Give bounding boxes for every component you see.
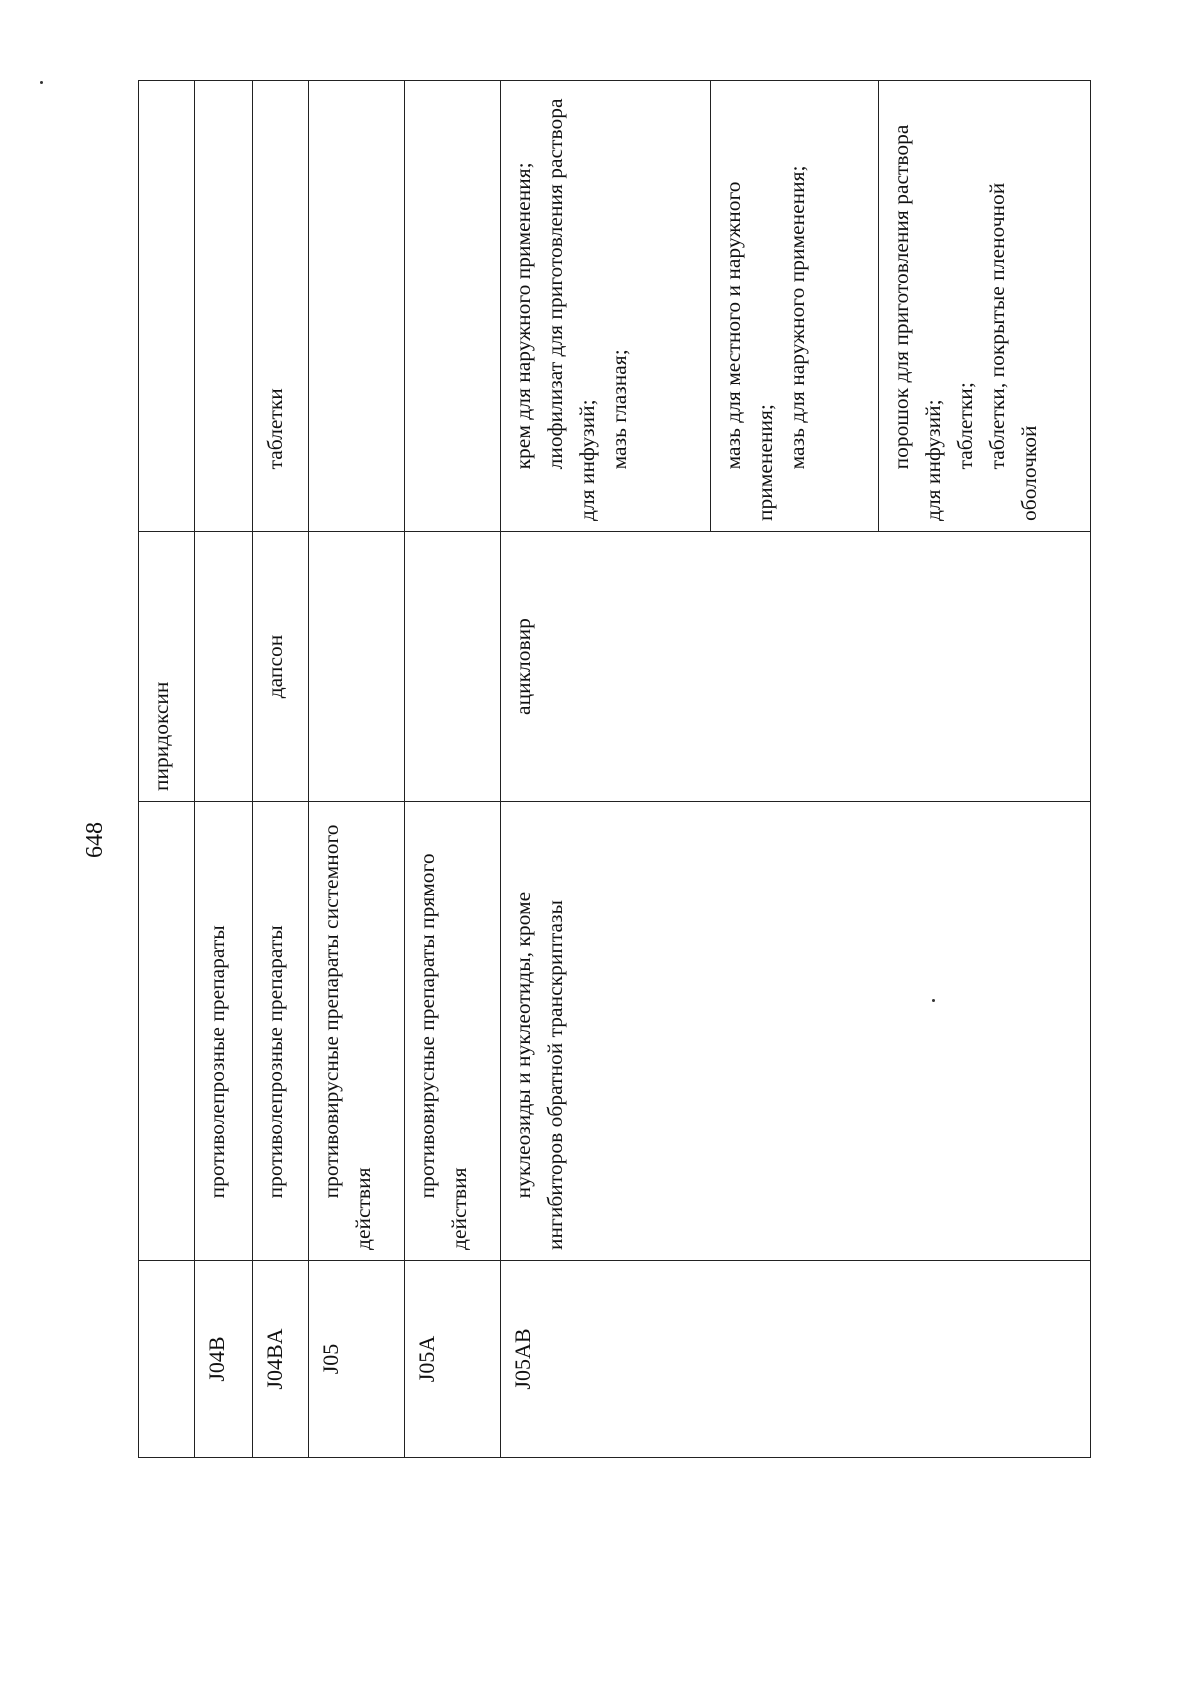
drug-name-cell (309, 532, 405, 802)
group-cell: противовирусные препараты системного действия (309, 802, 405, 1261)
atc-code-cell (139, 1261, 195, 1458)
group-cell: противолепрозные препараты (253, 802, 309, 1261)
atc-code-cell: J04B (195, 1261, 253, 1458)
group-cell (139, 802, 195, 1261)
dosage-form-item: мазь для наружного применения; (785, 165, 809, 470)
dosage-form-cell (501, 81, 711, 532)
page-number: 648 (82, 822, 108, 858)
drug-name-cell: дапсон (253, 532, 309, 802)
group-cell: противолепрозные препараты (195, 802, 253, 1261)
dosage-form-item: таблетки (263, 388, 287, 470)
atc-code-cell: J05 (309, 1261, 405, 1458)
dosage-form-cell (711, 81, 879, 532)
drug-name-cell: пиридоксин (139, 532, 195, 802)
table-row (309, 81, 405, 1458)
dosage-form-item: таблетки; (953, 382, 977, 470)
dosage-form-item: таблетки, покрытые пленочной оболочкой (985, 182, 1041, 521)
table-row (501, 81, 711, 1458)
dosage-form-cell (405, 81, 501, 532)
dosage-form-cell (139, 81, 195, 532)
drug-name-cell (195, 532, 253, 802)
dosage-form-item: крем для наружного применения; (511, 162, 535, 470)
table-row (405, 81, 501, 1458)
dosage-form-item: лиофилизат для приготовления раствора для инфузий; (543, 98, 599, 521)
group-cell: противовирусные препараты прямого действия (405, 802, 501, 1261)
dosage-form-item: порошок для приготовления раствора для инфузий; (889, 124, 945, 521)
atc-code-cell: J05A (405, 1261, 501, 1458)
scan-speck (40, 81, 43, 84)
table-row (195, 81, 253, 1458)
dosage-form-cell (253, 81, 309, 532)
dosage-form-cell (195, 81, 253, 532)
atc-code-cell: J04BA (253, 1261, 309, 1458)
medication-table (138, 80, 1091, 1458)
dosage-form-item: мазь для местного и наружного применения; (721, 181, 777, 521)
table-row (139, 81, 195, 1458)
group-cell: нуклеозиды и нуклеотиды, кроме ингибиторов обратной транскриптазы (501, 802, 1091, 1261)
drug-name-cell (405, 532, 501, 802)
atc-code-cell: J05AB (501, 1261, 1091, 1458)
dosage-form-cell (309, 81, 405, 532)
table-row (253, 81, 309, 1458)
drug-name-cell: ацикловир (501, 532, 1091, 802)
dosage-form-cell (879, 81, 1091, 532)
dosage-form-item: мазь глазная; (607, 349, 631, 470)
